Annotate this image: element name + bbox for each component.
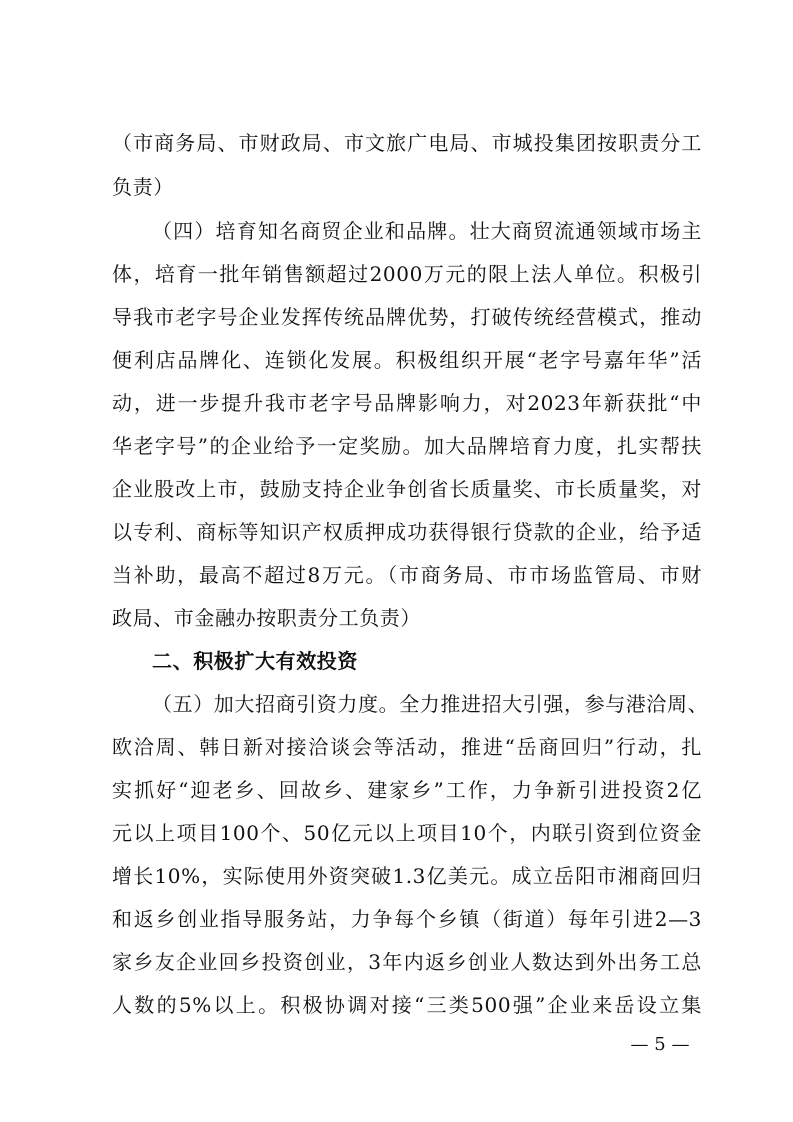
paragraph-2-line-3: 导我市老字号企业发挥传统品牌优势，打破传统经营模式，推动 [112,305,702,329]
section-heading: 二、积极扩大有效投资 [152,649,358,673]
paragraph-3-line-7: 家乡友企业回乡投资创业，3年内返乡创业人数达到外出务工总 [112,950,702,974]
paragraph-3-line-8: 人数的5%以上。积极协调对接“三类500强”企业来岳设立集 [112,993,702,1017]
paragraph-2-line-1: （四）培育知名商贸企业和品牌。壮大商贸流通领域市场主 [152,219,702,243]
paragraph-3-line-1: （五）加大招商引资力度。全力推进招大引强，参与港洽周、 [152,692,709,716]
paragraph-3-line-2: 欧洽周、韩日新对接洽谈会等活动，推进“岳商回归”行动，扎 [112,735,702,759]
paragraph-2-line-10: 政局、市金融办按职责分工负责） [112,606,421,630]
paragraph-2-line-6: 华老字号”的企业给予一定奖励。加大品牌培育力度，扎实帮扶 [112,434,702,458]
paragraph-3-line-6: 和返乡创业指导服务站，力争每个乡镇（街道）每年引进2—3 [112,907,702,931]
paragraph-2-line-4: 便利店品牌化、连锁化发展。积极组织开展“老字号嘉年华”活 [112,348,702,372]
paragraph-2-line-7: 企业股改上市，鼓励支持企业争创省长质量奖、市长质量奖，对 [112,477,702,501]
paragraph-3-line-3: 实抓好“迎老乡、回故乡、建家乡”工作，力争新引进投资2亿 [112,778,702,802]
page-number: — 5 — [630,1034,690,1055]
paragraph-3-line-5: 增长10%，实际使用外资突破1.3亿美元。成立岳阳市湘商回归 [112,864,702,888]
paragraph-1-line-2: 负责） [112,175,174,199]
paragraph-3-line-4: 元以上项目100个、50亿元以上项目10个，内联引资到位资金 [112,821,702,845]
paragraph-2-line-8: 以专利、商标等知识产权质押成功获得银行贷款的企业，给予适 [112,520,702,544]
paragraph-2-line-2: 体，培育一批年销售额超过2000万元的限上法人单位。积极引 [112,262,702,286]
paragraph-2-line-9: 当补助，最高不超过8万元。（市商务局、市市场监管局、市财 [112,563,702,587]
paragraph-1-line-1: （市商务局、市财政局、市文旅广电局、市城投集团按职责分工 [112,131,702,155]
paragraph-2-line-5: 动，进一步提升我市老字号品牌影响力，对2023年新获批“中 [112,391,702,415]
